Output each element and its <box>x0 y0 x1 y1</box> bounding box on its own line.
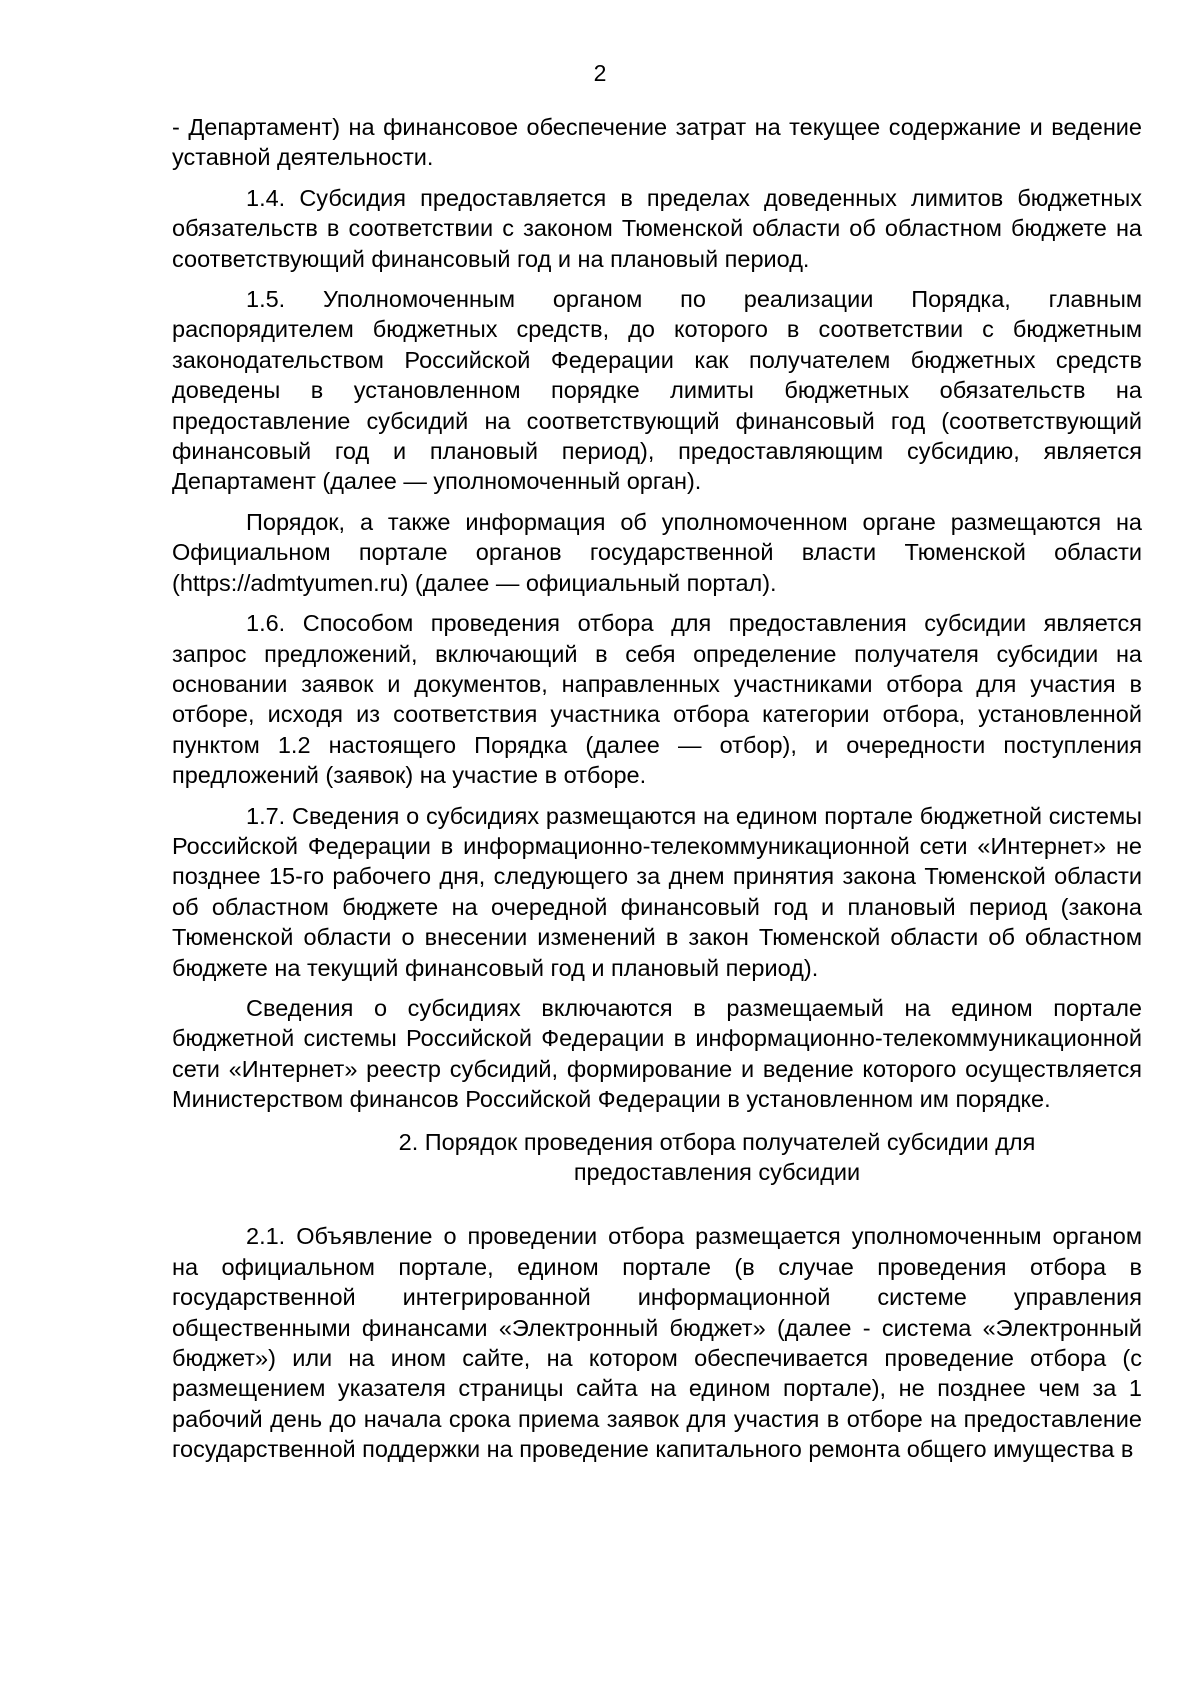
paragraph-2-1: 2.1. Объявление о проведении отбора размещается уполномоченным органом на официальном портале, едином портале (в случае проведения отбора в государственной интегрированной информационной системе управления общественными финансами «Электронный бюджет» (далее - система «Электронный бюджет») или на ином сайте, на котором обеспечивается проведение отбора (с размещением указателя страницы сайта на едином портале), не позднее чем за 1 рабочий день до начала срока приема заявок для участия в отборе на предоставление государственной поддержки на проведение капитального ремонта общего имущества в <box>172 1223 1142 1463</box>
paragraph-1-7: 1.7. Сведения о субсидиях размещаются на едином портале бюджетной системы Российской Федерации в информационно-телекоммуникационной сети «Интернет» не позднее 15-го рабочего дня, следующего за днем принятия закона Тюменской области об областном бюджете на очередной финансовый год и плановый период (закона Тюменской области о внесении изменений в закон Тюменской области об областном бюджете на текущий финансовый год и плановый период). <box>172 802 1142 981</box>
paragraph-continuation: - Департамент) на финансовое обеспечение затрат на текущее содержание и ведение уставной деятельности. <box>172 114 1142 171</box>
paragraph-1-7-registry: Сведения о субсидиях включаются в размещаемый на едином портале бюджетной системы Российской Федерации в информационно-телекоммуникационной сети «Интернет» реестр субсидий, формирование и ведение которого осуществляется Министерством финансов Российской Федерации в установленном им порядке. <box>172 994 1142 1113</box>
page-number: 2 <box>593 60 607 86</box>
paragraph-1-5-portal: Порядок, а также информация об уполномоченном органе размещаются на Официальном портале органов государственной власти Тюменской области (https://admtyumen.ru) (далее — официальный портал). <box>172 508 1142 596</box>
paragraph-1-5: 1.5. Уполномоченным органом по реализации Порядка, главным распорядителем бюджетных средств, до которого в соответствии с бюджетным законодательством Российской Федерации как получателем бюджетных средств доведены в установленном порядке лимиты бюджетных обязательств на предоставление субсидий на соответствующий финансовый год (соответствующий финансовый год и плановый период), предоставляющим субсидию, является Департамент (далее — уполномоченный орган). <box>172 286 1142 495</box>
section-heading-line-1: 2. Порядок проведения отбора получателей субсидии для <box>398 1128 1036 1155</box>
paragraph-1-6: 1.6. Способом проведения отбора для предоставления субсидии является запрос предложений, включающий в себя определение получателя субсидии на основании заявок и документов, направленных участниками отбора для участия в отборе, исходя из соответствия участника отбора категории отбора, установленной пунктом 1.2 настоящего Порядка (далее — отбор), и очередности поступления предложений (заявок) на участие в отборе. <box>172 610 1142 789</box>
paragraph-1-4: 1.4. Субсидия предоставляется в пределах доведенных лимитов бюджетных обязательств в соответствии с законом Тюменской области об областном бюджете на соответствующий финансовый год и на плановый период. <box>172 184 1142 272</box>
section-heading <box>172 1127 1142 1188</box>
section-heading-line-2: предоставления субсидии <box>573 1159 861 1185</box>
document-body <box>172 112 1142 1475</box>
